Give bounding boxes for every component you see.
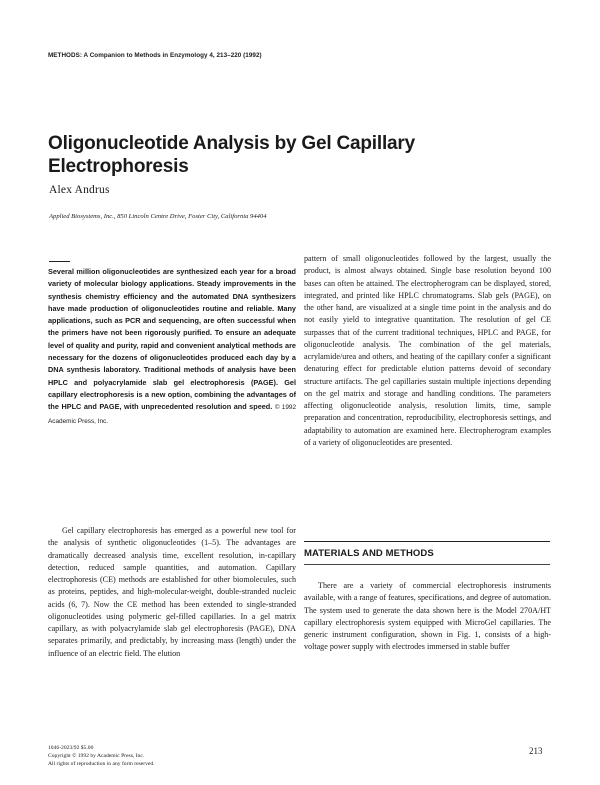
footnote-rights: All rights of reproduction in any form reserved. bbox=[48, 760, 155, 767]
section-rule-bottom bbox=[304, 564, 550, 565]
methods-paragraph: There are a variety of commercial electrophoresis instruments available, with a range of features, specifications, and degree of automation. The system used to generate the data shown here is the Model 270A/HT capillary electrophoresis system equipped with MicroGel capillaries. The generic instrument configuration, shown in Fig. 1, consists of a high-voltage power supply with electrodes immersed in stable buffer bbox=[304, 581, 551, 652]
author-name: Alex Andrus bbox=[49, 184, 110, 196]
abstract-rule bbox=[49, 261, 70, 262]
page-number: 213 bbox=[529, 746, 543, 756]
methods-body bbox=[304, 580, 551, 654]
footnote-issn: 1046-2023/92 $5.00 bbox=[48, 745, 94, 751]
section-rule-top bbox=[304, 541, 550, 542]
author-affiliation: Applied Biosystems, Inc., 850 Lincoln Centre Drive, Foster City, California 94404 bbox=[49, 213, 267, 220]
body-column-left bbox=[48, 525, 296, 660]
article-title: Oligonucleotide Analysis by Gel Capillary Electrophoresis bbox=[48, 133, 415, 177]
copyright-footnote bbox=[48, 745, 248, 768]
body-column-right bbox=[304, 253, 551, 449]
abstract bbox=[48, 266, 296, 428]
abstract-text: Several million oligonucleotides are synthesized each year for a broad variety of molecular biology applications. Steady improvements in the synthesis chemistry efficiency and the automated DNA synthesizers have made production of oligonucleotides routine and reliable. Many applications, such as PCR and sequencing, are often successful when the primers have not been rigorously purified. To ensure an adequate level of quality and purity, rapid and convenient analytical methods are necessary for the dozens of oligonucleotides produced each day by a DNA synthesis laboratory. Traditional methods of analysis have been HPLC and polyacrylamide slab gel electrophoresis (PAGE). Gel capillary electrophoresis is a new option, combining the advantages of the HPLC and PAGE, with unprecedented resolution and speed. bbox=[48, 267, 296, 412]
section-heading: MATERIALS AND METHODS bbox=[304, 548, 434, 559]
footnote-copyright: Copyright © 1992 by Academic Press, Inc. bbox=[48, 752, 145, 759]
abstract-copyright: © 1992 Academic Press, Inc. bbox=[48, 404, 296, 425]
intro-paragraph-continued: pattern of small oligonucleotides followed by the largest, usually the product, is almost always obtained. Single base resolution beyond 100 bases can often be attained. The electropherogram can be displayed, stored, integrated, and printed like HPLC chromatograms. Slab gels (PAGE), on the other hand, are visualized at a single time point in the analysis and do not easily yield to integrative quantitation. The resolution of gel CE surpasses that of the current traditional techniques, HPLC and PAGE, for oligonucleotide analysis. The combination of the gel materials, acrylamide/urea and others, and heating of the capillary confer a significant denaturing effect for predictable elution patterns devoid of secondary structure artifacts. The gel capillaries sustain multiple injections depending on the gel matrix and storage and handling conditions. The parameters affecting oligonucleotide analysis, resolution limits, time, sample preparation and concentration, reproducibility, electrophoresis settings, and adaptability to automation are examined here. Electropherogram examples of a variety of oligonucleotides are presented. bbox=[304, 254, 551, 447]
journal-citation: METHODS: A Companion to Methods in Enzymology 4, 213–220 (1992) bbox=[48, 52, 262, 59]
intro-paragraph: Gel capillary electrophoresis has emerged as a powerful new tool for the analysis of synthetic oligonucleotides (1–5). The advantages are dramatically decreased analysis time, excellent resolution, in-capillary detection, reduced sample quantities, and automation. Capillary electrophoresis (CE) methods are established for other biomolecules, such as proteins, peptides, and high-molecular-weight, double-stranded nucleic acids (6, 7). Now the CE method has been extended to single-stranded oligonucleotides using polymeric gel-filled capillaries. In a gel matrix capillary, as with polyacrylamide slab gel electrophoresis (PAGE), DNA separates primarily, and predictably, by increasing mass (length) under the influence of an electric field. The elution bbox=[48, 526, 296, 658]
